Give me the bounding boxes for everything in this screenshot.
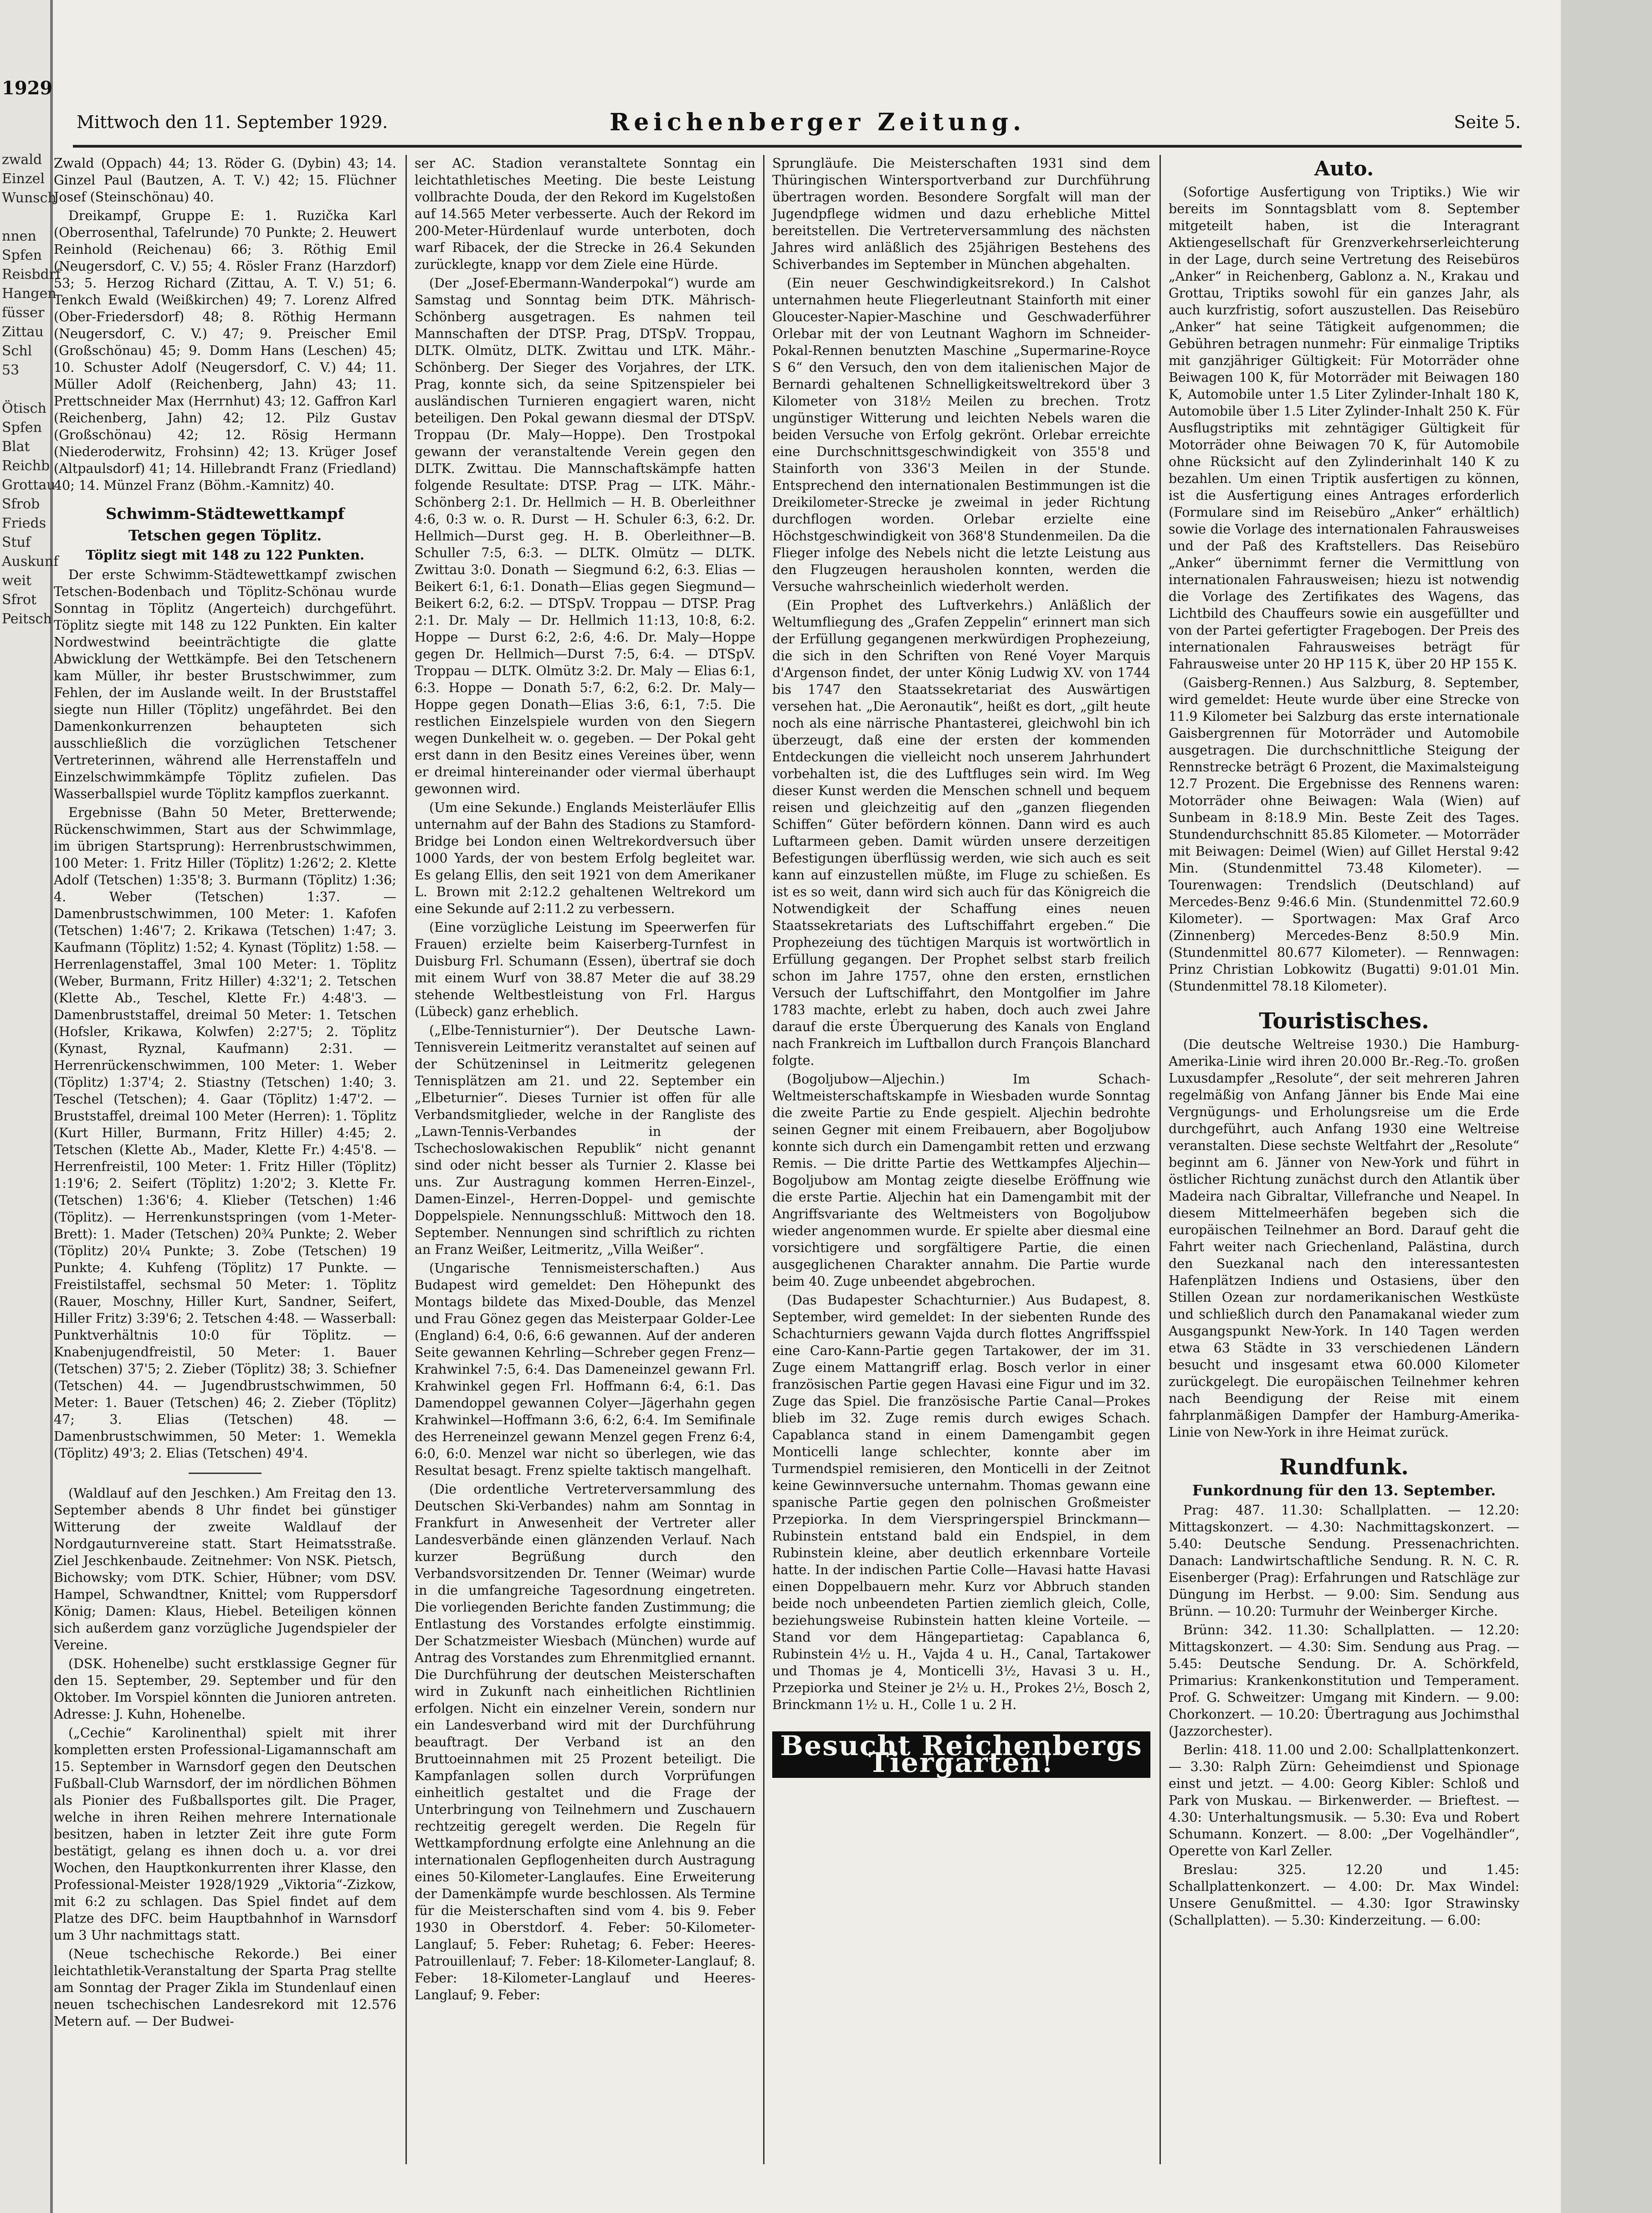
article-paragraph: Der erste Schwimm-Städtewettkampf zwischen Tetschen-Bodenbach und Töplitz-Schönau wurde Sonntag in Töplitz (Angerteich) durchgeführt. Töplitz siegte mit 148 zu 122 Punkten. Ein kalter Nordwestwind beeinträchtigte die glatte Abwicklung der Wettkämpfe. Bei den Tetschenern kam Müller, ihr bester Brustschwimmer, zum Fehlen, der im Auslande weilt. In der Bruststaffel siegte nun Hiller (Töplitz) ungefährdet. Bei den Damenkonkurrenzen behaupteten sich ausschließlich die vorzüglichen Tetschener Vertreterinnen, während alle Herrenstaffeln und Einzelschwimmkämpfe Töplitz zufielen. Das Wasserballspiel wurde Töplitz kampflos zuerkannt. bbox=[54, 567, 396, 801]
article-paragraph: (Um eine Sekunde.) Englands Meisterläufer Ellis unternahm auf der Bahn des Stadions zu Stamford-Bridge bei London einen Weltrekordversuch über 1000 Yards, der von bestem Erfolg begleitet war. Es gelang Ellis, den seit 1921 von dem Amerikaner L. Brown mit 2:12.2 gehaltenen Weltrekord um eine Sekunde auf 2:11.2 zu verbessern. bbox=[415, 800, 755, 916]
article-paragraph: („Cechie“ Karolinenthal) spielt mit ihrer kompletten ersten Professional-Ligamannschaft am 15. September in Warnsdorf gegen den Deutschen Fußball-Club Warnsdorf, der im nördlichen Böhmen als Pionier des Fußballsportes gilt. Die Prager, welche in ihren Reihen mehrere Internationale besitzen, haben in letzter Zeit ihre gute Form bestätigt, gelang es ihnen doch u. a. vor drei Wochen, den Hauptkonkurrenten ihrer Klasse, den Professional-Meister 1928/1929 „Viktoria“-Zizkow, mit 6:2 zu schlagen. Das Spiel findet auf dem Platze des DFC. beim Hauptbahnhof in Warnsdorf um 3 Uhr nachmittags statt. bbox=[54, 1725, 396, 1943]
section-heading: Schwimm-Städtewettkampf bbox=[106, 505, 344, 523]
column-4 bbox=[1169, 155, 1519, 1931]
previous-page-edge bbox=[0, 0, 61, 2213]
article-paragraph: (Die ordentliche Vertreterversammlung des Deutschen Ski-Verbandes) nahm am Sonntag in Frankfurt in Anwesenheit der Vertreter aller Landesverbände einen glänzenden Verlauf. Nach kurzer Begrüßung durch den Verbandsvorsitzenden Dr. Tenner (Weimar) wurde in die umfangreiche Tagesordnung eingetreten. Die vorliegenden Berichte fanden Zustimmung; die Entlastung des Vorstandes erfolgte einstimmig. Der Schatzmeister Wiesbach (München) wurde auf Antrag des Vorstandes zum Ehrenmitglied ernannt. Die Durchführung der deutschen Meisterschaften wird in Zukunft nach einheitlichen Richtlinien erfolgen. Nicht ein einzelner Verein, sondern nur ein Landesverband wird mit der Durchführung beauftragt. Der Verband ist an den Bruttoeinnahmen mit 25 Prozent beteiligt. Die Kampfanlagen sollen durch Vorprüfungen einheitlich gestaltet und die Frage der Unterbringung von Teilnehmern und Zuschauern rechtzeitig geregelt werden. Die Regeln für Wettkampfordnung erfolgte eine Anlehnung an die internationalen Gepflogenheiten durch Austragung eines 50-Kilometer-Langlaufes. Eine Erweiterung der Damenkämpfe wurde beschlossen. Als Termine für die Meisterschaften sind vom 4. bis 9. Feber 1930 in Oberstdorf. 4. Feber: 50-Kilometer-Langlauf; 5. Feber: Ruhetag; 6. Feber: Heeres-Patrouillenlauf; 7. Feber: 18-Kilometer-Langlauf; 8. Feber: 18-Kilometer-Langlauf und Heeres-Langlauf; 9. Feber: bbox=[415, 1482, 755, 2002]
article-paragraph: (Gaisberg-Rennen.) Aus Salzburg, 8. September, wird gemeldet: Heute wurde über eine Strecke von 11.9 Kilometer bei Salzburg das erste internationale Gaisbergrennen für Motorräder und Automobile ausgetragen. Die durchschnittliche Steigung der Rennstrecke beträgt 6 Prozent, die Maximalsteigung 12.7 Prozent. Die Ergebnisse des Rennens waren: Motorräder ohne Beiwagen: Wala (Wien) auf Sunbeam in 8:18.9 Min. Beste Zeit des Tages. Stundendurchschnitt 85.85 Kilometer. — Motorräder mit Beiwagen: Deimel (Wien) auf Gillet Herstal 9:42 Min. (Stundenmittel 73.48 Kilometer). — Tourenwagen: Trendslich (Deutschland) auf Mercedes-Benz 9:46.6 Min. (Stundenmittel 72.60.9 Kilometer). — Sportwagen: Max Graf Arco (Zinnenberg) Mercedes-Benz 8:50.9 Min. (Stundenmittel 80.677 Kilometer). — Rennwagen: Prinz Christian Lobkowitz (Bugatti) 9:01.01 Min. (Stundenmittel 78.18 Kilometer). bbox=[1169, 675, 1519, 994]
article-paragraph: Ergebnisse (Bahn 50 Meter, Bretterwende; Rückenschwimmen, Start aus der Schwimmlage, im übrigen Startsprung): Herrenbrustschwimmen, 100 Meter: 1. Fritz Hiller (Töplitz) 1:26'2; 2. Klette Adolf (Tetschen) 1:35'8; 3. Burmann (Töplitz) 1:36; 4. Weber (Tetschen) 1:37. — Damenbrustschwimmen, 100 Meter: 1. Kafofen (Tetschen) 1:46'7; 2. Krikawa (Tetschen) 1:47; 3. Kaufmann (Töplitz) 1:52; 4. Kynast (Töplitz) 1:58. — Herrenlagenstaffel, 3mal 100 Meter: 1. Töplitz (Weber, Burmann, Fritz Hiller) 4:32'1; 2. Tetschen (Klette Ab., Teschel, Klette Fr.) 4:48'3. — Damenbruststaffel, dreimal 50 Meter: 1. Tetschen (Hofsler, Krikawa, Kolwfen) 2:27'5; 2. Töplitz (Kynast, Ryznal, Kaufmann) 2:31. — Herrenrückenschwimmen, 100 Meter: 1. Weber (Töplitz) 1:37'4; 2. Stiastny (Tetschen) 1:40; 3. Teschel (Tetschen); 4. Gaar (Töplitz) 1:47'2. — Bruststaffel, dreimal 100 Meter (Herren): 1. Töplitz (Kurt Hiller, Burmann, Fritz Hiller) 4:45; 2. Tetschen (Klette Ab., Mader, Klette Fr.) 4:45'8. — Herrenfreistil, 100 Meter: 1. Fritz Hiller (Töplitz) 1:19'6; 2. Seifert (Töplitz) 1:20'2; 3. Klette Fr. (Tetschen) 1:36'6; 4. Klieber (Tetschen) 1:46 (Töplitz). — Herrenkunstspringen (vom 1-Meter-Brett): 1. Mader (Tetschen) 20¾ Punkte; 2. Weber (Töplitz) 20¼ Punkte; 3. Zobe (Tetschen) 19 Punkte; 4. Kuhfeng (Töplitz) 17 Punkte. — Freistilstaffel, sechsmal 50 Meter: 1. Töplitz (Rauer, Moschny, Hiller Kurt, Sandner, Seifert, Hiller Fritz) 3:39'6; 2. Tetschen 4:48. — Wasserball: Punktverhältnis 10:0 für Töplitz. — Knabenjugendfreistil, 50 Meter: 1. Bauer (Tetschen) 37'5; 2. Zieber (Töplitz) 38; 3. Schiefner (Tetschen) 44. — Jugendbrustschwimmen, 50 Meter: 1. Bauer (Tetschen) 46; 2. Zieber (Töplitz) 47; 3. Elias (Tetschen) 48. — Damenbrustschwimmen, 50 Meter: 1. Wemekla (Töplitz) 49'3; 2. Elias (Tetschen) 49'4. bbox=[54, 805, 396, 1461]
section-heading-touristisches: Touristisches. bbox=[1259, 1008, 1429, 1034]
section-subheading: Tetschen gegen Töplitz. bbox=[128, 527, 322, 544]
article-divider bbox=[189, 1473, 262, 1474]
column-rule bbox=[1159, 155, 1161, 2164]
column-1 bbox=[54, 155, 396, 2032]
article-paragraph: (Sofortige Ausfertigung von Triptiks.) Wie wir bereits im Sonntagsblatt vom 8. September mitgeteilt haben, ist die Interagrant Aktiengesellschaft für Grenzverkehrserleichterung in der Lage, durch seine Vertretung des Reisebüros „Anker“ in Reichenberg, Gablonz a. N., Krakau und Grottau, Triptiks sowohl für ein ganzes Jahr, als auch kurzfristig, sofort auszustellen. Das Reisebüro „Anker“ hat seine Tätigkeit aufgenommen; die Gebühren betragen nunmehr: Für einmalige Triptiks mit ganzjähriger Gültigkeit: Für Motorräder ohne Beiwagen 100 K, für Motorräder mit Beiwagen 180 K, Automobile unter 1.5 Liter Zylinder-Inhalt 180 K, Automobile über 1.5 Liter Zylinder-Inhalt 250 K. Für Ausflugstriptiks mit zehntägiger Gültigkeit für Motorräder ohne Beiwagen 70 K, für Automobile ohne Rücksicht auf den Zylinderinhalt 140 K zu bezahlen. Um einen Triptik ausfertigen zu können, ist die Ausfertigung eines Antrages erforderlich (Formulare sind im Reisebüro „Anker“ erhältlich) sowie die Vorlage des internationalen Fahrausweises und der Paß des Kraftstellers. Das Reisebüro „Anker“ übernimmt ferner die Vermittlung von internationalen Fahrausweisen; hiezu ist notwendig die Vorlage des Zertifikates des Wagens, das Lichtbild des Chauffeurs sowie ein ausgefüllter und von der Partei gefertigter Fragebogen. Der Preis des internationalen Fahrausweises beträgt für Fahrausweise unter 20 HP 115 K, über 20 HP 155 K. bbox=[1169, 185, 1519, 672]
column-3 bbox=[772, 155, 1150, 1782]
column-rule bbox=[405, 155, 407, 2164]
article-paragraph: Zwald (Oppach) 44; 13. Röder G. (Dybin) 43; 14. Ginzel Paul (Bautzen, A. T. V.) 42; 15. Flüchner Josef (Steinschönau) 40. bbox=[54, 156, 396, 205]
article-paragraph: (Ungarische Tennismeisterschaften.) Aus Budapest wird gemeldet: Den Höhepunkt des Montags bildete das Mixed-Double, das Menzel und Frau Gönez gegen das Meisterpaar Golder-Lee (England) 6:4, 0:6, 6:6 gewannen. Auf der anderen Seite gewannen Kehrling—Schreber gegen Frenz—Krahwinkel 7:5, 6:4. Das Dameneinzel gewann Frl. Krahwinkel gegen Frl. Hoffmann 6:4, 6:1. Das Damendoppel gewannen Colyer—Jägerhahn gegen Krahwinkel—Hoffmann 3:6, 6:2, 6:4. Im Semifinale des Herreneinzel gewann Menzel gegen Frenz 6:4, 6:0, 6:0. Menzel war nicht so überlegen, wie das Resultat besagt. Frenz spielte taktisch mangelhaft. bbox=[415, 1261, 755, 1478]
header-rule bbox=[73, 145, 1522, 148]
article-paragraph: (Ein neuer Geschwindigkeitsrekord.) In Calshot unternahmen heute Fliegerleutnant Stainforth mit einer Gloucester-Napier-Maschine und Geschwaderführer Orlebar mit der von Leutnant Waghorn im Schneider-Pokal-Rennen benutzten Maschine „Supermarine-Royce S 6“ den Versuch, den von dem italienischen Major de Bernardi gehaltenen Schnelligkeitsweltrekord über 3 Kilometer von 318½ Meilen zu brechen. Trotz ungünstiger Witterung und leichten Nebels waren die beiden Versuche von Erfolg gekrönt. Orlebar erreichte eine Durchschnittsgeschwindigkeit von 355'8 und Stainforth von 336'3 Meilen in der Stunde. Entsprechend den internationalen Bestimmungen ist die Dreikilometer-Strecke je zweimal in jeder Richtung durchflogen worden. Orlebar erzielte eine Höchstgeschwindigkeit von 368'8 Stundenmeilen. Da die Flieger infolge des Nebels nicht die letzte Leistung aus den Flugzeugen herausholen konnten, werden die Versuche wahrscheinlich wiederholt werden. bbox=[772, 276, 1150, 594]
article-paragraph: ser AC. Stadion veranstaltete Sonntag ein leichtathletisches Meeting. Die beste Leistung vollbrachte Douda, der den Rekord im Kugelstoßen auf 14.565 Meter verbesserte. Auch der Rekord im 200-Meter-Hürdenlauf wurde unterboten, doch warf Ribacek, der die Strecke in 26.4 Sekunden zurücklegte, knapp vor dem Ziele eine Hürde. bbox=[415, 156, 755, 272]
article-paragraph: Brünn: 342. 11.30: Schallplatten. — 12.20: Mittagskonzert. — 4.30: Sim. Sendung aus Prag. — 5.45: Deutsche Sendung. Dr. A. Schörkfeld, Primarius: Krankenkonstitution und Temperament. Prof. G. Schweitzer: Umgang mit Kindern. — 9.00: Chorkonzert. — 10.20: Übertragung aus Jochimsthal (Jazzorchester). bbox=[1169, 1623, 1519, 1739]
article-paragraph: Sprungläufe. Die Meisterschaften 1931 sind dem Thüringischen Wintersportverband zur Durchführung übertragen worden. Besondere Sorgfalt will man der Jugendpflege widmen und dazu erhebliche Mittel bereitstellen. Die Vertreterversammlung des nächsten Jahres wird anläßlich des 25jährigen Bestehens des Schiverbandes im September in München abgehalten. bbox=[772, 156, 1150, 272]
article-paragraph: (Bogoljubow—Aljechin.) Im Schach-Weltmeisterschaftskampfe in Wiesbaden wurde Sonntag die zweite Partie zu Ende gespielt. Aljechin bedrohte seinen Gegner mit einem Freibauern, aber Bogoljubow konnte sich durch ein Damengambit retten und erzwang Remis. — Die dritte Partie des Wettkampfes Aljechin—Bogoljubow am Montag zeigte dieselbe Eröffnung wie die erste Partie. Aljechin hat ein Damengambit mit der Angriffsvariante des Weltmeisters von Bogoljubow wieder angenommen wurde. Er spielte aber diesmal eine vorsichtigere und sorgfältigere Partie, die einen ausgeglichenen Charakter annahm. Die Partie wurde beim 40. Zuge unbeendet abgebrochen. bbox=[772, 1072, 1150, 1289]
article-paragraph: Dreikampf, Gruppe E: 1. Ruzička Karl (Oberrosenthal, Tafelrunde) 70 Punkte; 2. Heuwert Reinhold (Reichenau) 66; 3. Röthig Emil (Neugersdorf, C. V.) 55; 4. Rösler Franz (Harzdorf) 53; 5. Herzog Richard (Zittau, A. T. V.) 51; 6. Tenkch Ewald (Weißkirchen) 49; 7. Lorenz Alfred (Ober-Friedersdorf) 48; 8. Röthig Hermann (Neugersdorf, C. V.) 47; 9. Preischer Emil (Großschönau) 45; 9. Domm Hans (Leschen) 45; 10. Schuster Adolf (Neugersdorf, C. V.) 44; 11. Müller Adolf (Reichenberg, Jahn) 43; 11. Prettschneider Max (Herrnhut) 43; 12. Gaffron Karl (Reichenberg, Jahn) 42; 12. Pilz Gustav (Großschönau) 42; 12. Rösig Hermann (Niederoderwitz, Frohsinn) 42; 13. Krüger Josef (Altpaulsdorf) 41; 14. Hillebrandt Franz (Friedland) 40; 14. Münzel Franz (Böhm.-Kamnitz) 40. bbox=[54, 208, 396, 493]
tiergarten-advertisement: Besucht Reichenbergs Tiergarten! bbox=[772, 1731, 1150, 1778]
column-rule bbox=[763, 155, 764, 2164]
section-subheading: Töplitz siegt mit 148 zu 122 Punkten. bbox=[86, 547, 364, 563]
column-2 bbox=[415, 155, 755, 2005]
section-heading-rundfunk: Rundfunk. bbox=[1279, 1454, 1409, 1480]
article-paragraph: Berlin: 418. 11.00 und 2.00: Schallplattenkonzert. — 3.30: Ralph Zürn: Geheimdienst und Spionage einst und jetzt. — 4.00: Georg Kibler: Schloß und Park von Muskau. — Birkenwerder. — Brieftest. — 4.30: Unterhaltungsmusik. — 5.30: Eva und Robert Schumann. Konzert. — 8.00: „Der Vogelhändler“, Operette von Karl Zeller. bbox=[1169, 1742, 1519, 1859]
section-heading-auto: Auto. bbox=[1314, 157, 1374, 180]
article-paragraph: (Die deutsche Weltreise 1930.) Die Hamburg-Amerika-Linie wird ihren 20.000 Br.-Reg.-To. großen Luxusdampfer „Resolute“, der seit mehreren Jahren regelmäßig von Anfang Jänner bis Ende Mai eine Vergnügungs- und Erholungsreise um die Erde durchgeführt, auch Anfang 1930 eine Weltreise veranstalten. Diese sechste Weltfahrt der „Resolute“ beginnt am 6. Jänner von New-York und führt in östlicher Richtung zunächst durch den Atlantik über Madeira nach Gibraltar, Villefranche und Neapel. In diesem Mittelmeerhäfen begeben sich die europäischen Teilnehmer an Bord. Darauf geht die Fahrt weiter nach Griechenland, Palästina, durch den Suezkanal nach den interessantesten Hafenplätzen Indiens und Ostasiens, über den Stillen Ozean zur nordamerikanischen Westküste und schließlich durch den Panamakanal wieder zum Ausgangspunkt New-York. In 140 Tagen werden etwa 63 Städte in 33 verschiedenen Ländern besucht und insgesamt etwa 60.000 Kilometer zurückgelegt. Die europäischen Teilnehmer kehren nach Beendigung der Reise mit einem fahrplanmäßigen Dampfer der Hamburg-Amerika-Linie von New-York in ihre Heimat zurück. bbox=[1169, 1037, 1519, 1440]
article-paragraph: Prag: 487. 11.30: Schallplatten. — 12.20: Mittagskonzert. — 4.30: Nachmittagskonzert. — 5.40: Deutsche Sendung. Pressenachrichten. Danach: Landwirtschaftliche Sendung. R. N. C. R. Eisenberger (Prag): Erfahrungen und Ratschläge zur Düngung im Herbst. — 9.00: Sim. Sendung aus Brünn. — 10.20: Turmuhr der Weinberger Kirche. bbox=[1169, 1503, 1519, 1619]
issue-date: Mittwoch den 11. September 1929. bbox=[77, 112, 388, 132]
previous-page-fragment: zwald Einzel Wunsch nnen Spfen Reisbdrf Hangen füsser Zittau Schl 53 Ötisch Spfen Blat Reichb Grottau Sfrob Frieds Stuf Auskunf weit Sfrot Peitsch bbox=[2, 152, 61, 627]
article-paragraph: (Waldlauf auf den Jeschken.) Am Freitag den 13. September abends 8 Uhr findet bei günstiger Witterung der zweite Waldlauf der Nordgauturnvereine statt. Start Heimatsstraße. Ziel Jeschkenbaude. Zeitnehmer: Von NSK. Pietsch, Bichowsky; vom DTK. Schier, Hübner; vom DSV. Hampel, Schwandtner, Knittel; vom Ruppersdorf König; Damen: Klaus, Hiebel. Beteiligen können sich außerdem ganz vorzügliche Jugendspieler der Vereine. bbox=[54, 1486, 396, 1653]
previous-page-year: 1929 bbox=[2, 77, 53, 99]
article-paragraph: (Der „Josef-Ebermann-Wanderpokal“) wurde am Samstag und Sonntag beim DTK. Mährisch-Schönberg ausgetragen. Es nahmen teil Mannschaften der DTSP. Prag, DTSpV. Troppau, DLTK. Olmütz, DLTK. Zwittau und LTK. Mähr.-Schönberg. Der Sieger des Vorjahres, der LTK. Prag, konnte sich, da seine Spitzenspieler bei ausländischen Turnieren engagiert waren, nicht beteiligen. Den Pokal gewann diesmal der DTSpV. Troppau (Dr. Maly—Hoppe). Den Trostpokal gewann der veranstaltende Verein gegen den DLTK. Zwittau. Die Mannschaftskämpfe hatten folgende Resultate: DTSP. Prag — LTK. Mähr.-Schönberg 2:1. Dr. Hellmich — H. B. Oberleithner 4:6, 0:3 w. o. R. Durst — H. Schuler 6:3, 6:2. Dr. Hellmich—Durst geg. H. B. Oberleithner—B. Schuller 7:5, 6:3. — DLTK. Olmütz — DLTK. Zwittau 3:0. Donath — Siegmund 6:2, 6:3. Elias — Beikert 6:1, 6:1. Donath—Elias gegen Siegmund—Beikert 6:2, 6:2. — DTSpV. Troppau — DTSP. Prag 2:1. Dr. Maly — Dr. Hellmich 11:13, 10:8, 6:2. Hoppe — Durst 6:2, 2:6, 4:6. Dr. Maly—Hoppe gegen Dr. Hellmich—Durst 7:5, 6:4. — DTSpV. Troppau — DLTK. Olmütz 3:2. Dr. Maly — Elias 6:1, 6:3. Hoppe — Donath 5:7, 6:2, 6:2. Dr. Maly—Hoppe gegen Donath—Elias 3:6, 6:1, 7:5. Die restlichen Einzelspiele wurden von den Siegern wegen Dunkelheit w. o. gegeben. — Der Pokal geht erst dann in den Besitz eines Vereines über, wenn er dreimal hintereinander oder viermal überhaupt gewonnen wird. bbox=[415, 276, 755, 796]
newspaper-title: Reichenberger Zeitung. bbox=[610, 108, 1026, 136]
article-paragraph: Breslau: 325. 12.20 und 1.45: Schallplattenkonzert. — 4.00: Dr. Max Windel: Unsere Genußmittel. — 4.30: Igor Strawinsky (Schallplatten). — 5.30: Kinderzeitung. — 6.00: bbox=[1169, 1862, 1519, 1928]
article-paragraph: („Elbe-Tennisturnier“). Der Deutsche Lawn-Tennisverein Leitmeritz veranstaltet auf seinen auf der Schützeninsel in Leitmeritz gelegenen Tennisplätzen am 21. und 22. September ein „Elbeturnier“. Dieses Turnier ist offen für alle Verbandsmitglieder, welche in der Rangliste des „Lawn-Tennis-Verbandes in der Tschechoslowakischen Republik“ nicht genannt sind oder nicht besser als Turnier 2. Klasse bei uns. Zur Austragung kommen Herren-Einzel-, Damen-Einzel-, Herren-Doppel- und gemischte Doppelspiele. Nennungsschluß: Mittwoch den 18. September. Nennungen sind schriftlich zu richten an Franz Weißer, Leitmeritz, „Villa Weißer“. bbox=[415, 1023, 755, 1257]
scan-background-right bbox=[1561, 0, 1652, 2213]
page-header bbox=[77, 108, 1521, 140]
article-paragraph: (Eine vorzügliche Leistung im Speerwerfen für Frauen) erzielte beim Kaiserberg-Turnfest in Duisburg Frl. Schumann (Essen), übertraf sie doch mit einem Wurf von 38.87 Meter die auf 38.29 stehende Weltbestleistung von Frl. Hargus (Lübeck) ganz erheblich. bbox=[415, 920, 755, 1019]
article-paragraph: (DSK. Hohenelbe) sucht erstklassige Gegner für den 15. September, 29. September und für den Oktober. Im Vorspiel könnten die Junioren antreten. Adresse: J. Kuhn, Hohenelbe. bbox=[54, 1656, 396, 1722]
article-paragraph: (Neue tschechische Rekorde.) Bei einer leichtathletik-Veranstaltung der Sparta Prag stellte am Sonntag der Prager Zikla im Stundenlauf einen neuen tschechischen Landesrekord mit 12.576 Metern auf. — Der Budwei- bbox=[54, 1946, 396, 2029]
page-number: Seite 5. bbox=[1454, 112, 1521, 132]
article-paragraph: (Das Budapester Schachturnier.) Aus Budapest, 8. September, wird gemeldet: In der siebenten Runde des Schachturniers gewann Vajda durch flottes Angriffsspiel eine Caro-Kann-Partie gegen Tartakower, der im 31. Zuge einem Mattangriff erlag. Bosch verlor in einer französischen Partie gegen Havasi eine Figur und im 32. Zuge das Spiel. Die französische Partie Canal—Prokes blieb im 32. Zuge remis durch ewiges Schach. Capablanca stand in einem Damengambit gegen Monticelli lange schlechter, konnte aber im Turmendspiel remisieren, den Monticelli in der Zeitnot keine Gewinnversuche unternahm. Thomas gewann eine spanische Partie gegen den polnischen Großmeister Przepiorka. In dem Vierspringerspiel Brinckmann—Rubinstein entstand bald ein Endspiel, in dem Rubinstein kleine, aber deutlich erkennbare Vorteile hatte. In der indischen Partie Colle—Havasi hatte Havasi einen Doppelbauern mehr. Kurz vor Abbruch standen beide noch unbeendeten Partien ziemlich gleich, Colle, beziehungsweise Rubinstein hatten kleine Vorteile. — Stand vor dem Hängepartietag: Capablanca 6, Rubinstein 4½ u. H., Vajda 4 u. H., Canal, Tartakower und Thomas je 4, Monticelli 3½, Havasi 3 u. H., Przepiorka und Steiner je 2½ u. H., Prokes 2½, Bosch 2, Brinckmann 1½ u. H., Colle 1 u. 2 H. bbox=[772, 1293, 1150, 1712]
article-paragraph: (Ein Prophet des Luftverkehrs.) Anläßlich der Weltumfliegung des „Grafen Zeppelin“ erinnert man sich der Erfüllung gegangenen merkwürdigen Prophezeiung, die sich in den Schriften von René Voyer Marquis d'Argenson findet, der unter König Ludwig XV. von 1744 bis 1747 den Staatssekretariat des Auswärtigen versehen hat. „Die Aeronautik“, heißt es dort, „gilt heute noch als eine närrische Phantasterei, gleichwohl bin ich überzeugt, daß eine der ersten der kommenden Entdeckungen die vielleicht noch unserem Jahrhundert vorbehalten ist, die des Luftfluges sein wird. Im Weg dieser Kunst werden die Menschen schnell und bequem reisen und gleichzeitig auf den „ganzen fliegenden Schiffen“ Güter befördern können. Dann wird es auch Luftarmeen geben. Damit würden unsere derzeitigen Befestigungen überflüssig werden, wie sich auch es seit kann auf einzustellen müßte, im Fluge zu schießen. Es ist es so weit, dann wird sich auch für das Königreich die Notwendigkeit der Schaffung eines neuen Staatssekretariats des Luftschiffahrt ergeben.“ Die Prophezeiung des tüchtigen Marquis ist wortwörtlich in Erfüllung gegangen. Der Prophet selbst starb freilich schon im Jahre 1757, ohne den ersten, ernstlichen Versuch der Luftschiffahrt, den Montgolfier im Jahre 1783 machte, erlebt zu haben, doch auch zwei Jahre darauf die erste Überquerung des Kanals von England nach Frankreich im Luftballon durch François Blanchard folgte. bbox=[772, 598, 1150, 1068]
section-subheading: Funkordnung für den 13. September. bbox=[1192, 1482, 1496, 1499]
